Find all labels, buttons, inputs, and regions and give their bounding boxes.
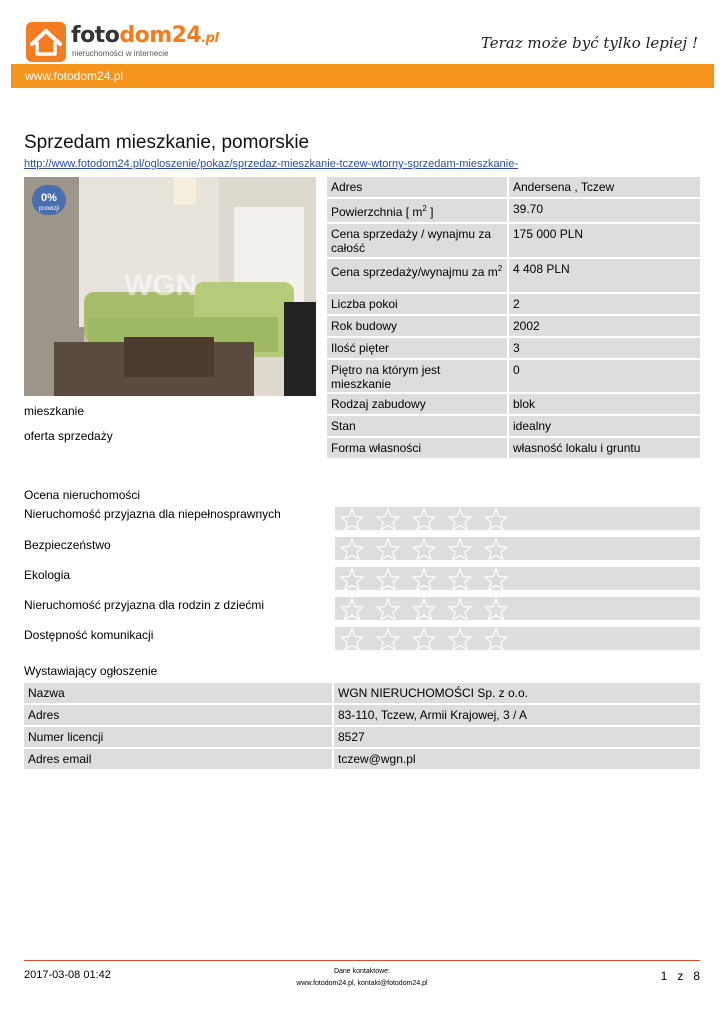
- star-icon[interactable]: [447, 567, 473, 591]
- listing-url-link[interactable]: http://www.fotodom24.pl/ogloszenie/pokaz/sprzedaz-mieszkanie-tczew-wtorny-sprzedam-mieszkanie-: [24, 158, 518, 170]
- property-type: mieszkanie: [24, 404, 85, 418]
- prop-key: Cena sprzedaży / wynajmu za całość: [327, 224, 507, 257]
- table-row: [327, 438, 700, 458]
- slogan: Teraz może być tylko lepiej !: [480, 34, 698, 52]
- star-icon[interactable]: [483, 537, 509, 561]
- prop-key: Piętro na którym jest mieszkanie: [327, 360, 507, 392]
- offer-type: oferta sprzedaży: [24, 429, 113, 443]
- page-total: 8: [693, 969, 700, 983]
- table-row: [327, 394, 700, 414]
- advertiser-table: [24, 683, 700, 771]
- rating-label: Nieruchomość przyjazna dla niepełnosprawnych: [24, 507, 281, 521]
- star-icon[interactable]: [339, 567, 365, 591]
- prop-key: Cena sprzedaży/wynajmu za $m^2$: [327, 259, 507, 292]
- table-row: [327, 416, 700, 436]
- advertiser-key: Adres: [24, 705, 332, 725]
- advertiser-email-link[interactable]: tczew@wgn.pl: [334, 749, 700, 769]
- header-bar: [11, 64, 714, 88]
- table-row: [24, 683, 700, 703]
- contact-value: www.fotodom24.pl, kontakt@fotodom24.pl: [296, 980, 428, 987]
- rating-stars[interactable]: [335, 597, 700, 620]
- properties-table: [327, 177, 700, 460]
- rating-label: Nieruchomość przyjazna dla rodzin z dziećmi: [24, 598, 265, 612]
- prop-key: Liczba pokoi: [327, 294, 507, 314]
- rating-stars[interactable]: [335, 627, 700, 650]
- star-icon[interactable]: [375, 507, 401, 531]
- prop-key: Adres: [327, 177, 507, 197]
- star-icon[interactable]: [411, 537, 437, 561]
- page-title: Sprzedam mieszkanie, pomorskie: [24, 132, 310, 153]
- prop-value: 39.70: [509, 199, 700, 222]
- star-icon[interactable]: [339, 627, 365, 651]
- advertiser-key: Adres email: [24, 749, 332, 769]
- prop-key: Ilość pięter: [327, 338, 507, 358]
- photo-watermark: WGN: [124, 269, 198, 302]
- star-icon[interactable]: [483, 627, 509, 651]
- site-url-link[interactable]: www.fotodom24.pl: [25, 69, 124, 83]
- rating-stars[interactable]: [335, 567, 700, 590]
- prop-key: Powierzchnia [ $m^2$ ]: [327, 199, 507, 222]
- rating-stars[interactable]: [335, 537, 700, 560]
- table-row: [327, 199, 700, 222]
- prop-key: Rok budowy: [327, 316, 507, 336]
- star-icon[interactable]: [483, 597, 509, 621]
- prop-value: 4 408 PLN: [509, 259, 700, 292]
- page-current: 1: [660, 969, 668, 983]
- table-row: [327, 316, 700, 336]
- page-counter: [661, 969, 700, 983]
- star-icon[interactable]: [375, 567, 401, 591]
- advertiser-value: 83-110, Tczew, Armii Krajowej, 3 / A: [334, 705, 700, 725]
- house-logo-icon: [26, 22, 66, 62]
- page-separator: z: [677, 969, 684, 983]
- table-row: [327, 177, 700, 197]
- prop-value: 2002: [509, 316, 700, 336]
- prop-key: Stan: [327, 416, 507, 436]
- advertiser-key: Numer licencji: [24, 727, 332, 747]
- logo-wordmark: fotodom24.pl: [71, 23, 219, 48]
- prop-value: 0: [509, 360, 700, 392]
- star-icon[interactable]: [447, 507, 473, 531]
- star-icon[interactable]: [483, 567, 509, 591]
- table-row: [327, 294, 700, 314]
- footer-divider: [24, 960, 700, 961]
- star-icon[interactable]: [411, 627, 437, 651]
- table-row: [24, 705, 700, 725]
- advertiser-heading: Wystawiający ogłoszenie: [24, 664, 158, 678]
- prop-value: blok: [509, 394, 700, 414]
- star-icon[interactable]: [375, 627, 401, 651]
- star-icon[interactable]: [339, 597, 365, 621]
- advertiser-value: WGN NIERUCHOMOŚCI Sp. z o.o.: [334, 683, 700, 703]
- prop-key: Forma własności: [327, 438, 507, 458]
- star-icon[interactable]: [339, 507, 365, 531]
- table-row: [327, 338, 700, 358]
- star-icon[interactable]: [447, 627, 473, 651]
- star-icon[interactable]: [411, 597, 437, 621]
- table-row: [24, 749, 700, 769]
- contact-label: Dane kontaktowe:: [333, 968, 391, 975]
- star-icon[interactable]: [447, 597, 473, 621]
- rating-stars[interactable]: [335, 507, 700, 530]
- logo-subtitle: nieruchomości w internecie: [72, 49, 169, 58]
- ratings-heading: Ocena nieruchomości: [24, 488, 141, 502]
- prop-value: Andersena , Tczew: [509, 177, 700, 197]
- table-row: [327, 224, 700, 257]
- table-row: [327, 360, 700, 392]
- star-icon[interactable]: [447, 537, 473, 561]
- star-icon[interactable]: [483, 507, 509, 531]
- star-icon[interactable]: [411, 567, 437, 591]
- rating-label: Dostępność komunikacji: [24, 628, 154, 642]
- prop-value: idealny: [509, 416, 700, 436]
- table-row: [24, 727, 700, 747]
- star-icon[interactable]: [375, 597, 401, 621]
- listing-photo[interactable]: [24, 177, 316, 396]
- prop-key: Rodzaj zabudowy: [327, 394, 507, 414]
- living-room-image: [24, 177, 316, 396]
- table-row: [327, 259, 700, 292]
- rating-label: Ekologia: [24, 568, 71, 582]
- prop-value: 175 000 PLN: [509, 224, 700, 257]
- advertiser-key: Nazwa: [24, 683, 332, 703]
- prop-value: 3: [509, 338, 700, 358]
- star-icon[interactable]: [411, 507, 437, 531]
- rating-label: Bezpieczeństwo: [24, 538, 111, 552]
- print-date: 2017-03-08 01:42: [24, 969, 111, 981]
- promo-badge-label: prowizji: [38, 206, 60, 212]
- prop-value: 2: [509, 294, 700, 314]
- prop-value: własność lokalu i gruntu: [509, 438, 700, 458]
- star-icon[interactable]: [375, 537, 401, 561]
- star-icon[interactable]: [339, 537, 365, 561]
- advertiser-value: 8527: [334, 727, 700, 747]
- site-logo[interactable]: [26, 22, 226, 62]
- promo-badge-percent: 0%: [41, 192, 57, 204]
- footer-contact: [0, 966, 724, 990]
